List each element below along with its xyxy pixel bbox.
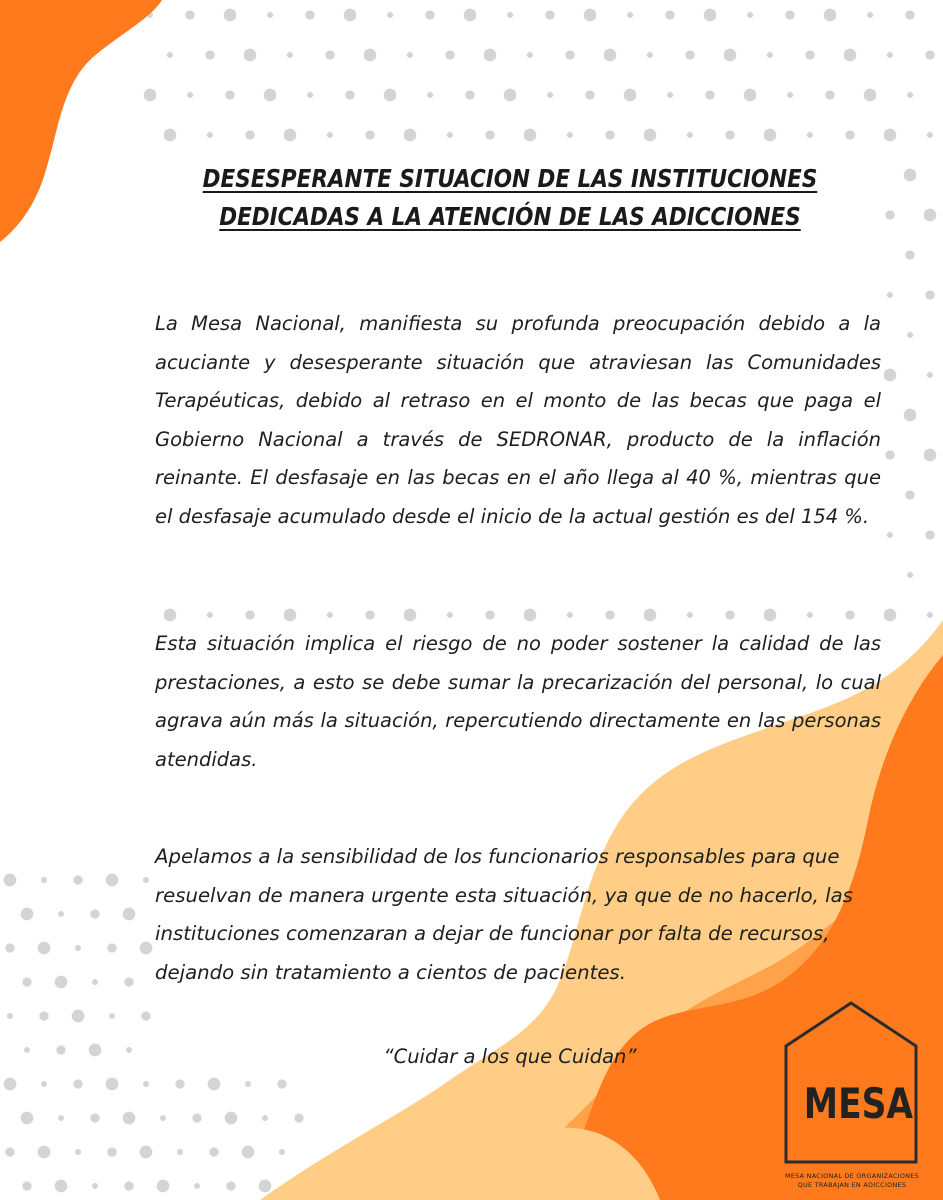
decorative-dot — [192, 1113, 201, 1122]
decorative-dot — [704, 9, 717, 22]
decorative-dot — [90, 1113, 99, 1122]
decorative-dot — [764, 609, 777, 622]
decorative-dot — [157, 1180, 170, 1193]
decorative-dot — [665, 10, 674, 19]
decorative-dot — [927, 612, 933, 618]
decorative-dot — [744, 89, 757, 102]
decorative-dot — [177, 1149, 183, 1155]
decorative-dot — [90, 909, 99, 918]
decorative-dot — [164, 609, 177, 622]
decorative-dot — [22, 977, 31, 986]
decorative-dot — [705, 90, 714, 99]
decorative-dot — [864, 89, 877, 102]
decorative-dot — [244, 49, 257, 62]
decorative-dot — [604, 49, 617, 62]
decorative-dot — [884, 609, 897, 622]
decorative-dot — [124, 1181, 133, 1190]
logo-subtitle-line-1: MESA NACIONAL DE ORGANIZACIONES — [785, 1172, 919, 1180]
decorative-dot — [187, 92, 193, 98]
decorative-dot — [41, 877, 47, 883]
decorative-dot — [307, 92, 313, 98]
decorative-dot — [107, 1147, 116, 1156]
decorative-dot — [344, 9, 357, 22]
decorative-dot — [144, 89, 157, 102]
decorative-dot — [277, 1079, 286, 1088]
decorative-dot — [123, 1112, 136, 1125]
decorative-dot — [208, 1078, 221, 1091]
decorative-dot — [245, 610, 254, 619]
decorative-dot — [384, 89, 397, 102]
decorative-dot — [807, 612, 813, 618]
decorative-dot — [885, 210, 894, 219]
decorative-dot — [160, 1115, 166, 1121]
decorative-dot — [605, 610, 614, 619]
decorative-dot — [175, 1079, 184, 1088]
decorative-dot — [905, 250, 914, 259]
decorative-dot — [504, 89, 517, 102]
decorative-dot — [22, 1181, 31, 1190]
decorative-dot — [75, 1149, 81, 1155]
decorative-dot — [284, 129, 297, 142]
decorative-dot — [904, 169, 917, 182]
decorative-dot — [225, 1112, 238, 1125]
decorative-dot — [844, 49, 857, 62]
decorative-dot — [507, 12, 513, 18]
decorative-dot — [5, 1147, 14, 1156]
decorative-dot — [140, 942, 153, 955]
closing-quote: “Cuidar a los que Cuidan” — [383, 1045, 637, 1068]
decorative-dot — [747, 12, 753, 18]
decorative-dot — [667, 92, 673, 98]
decorative-dot — [259, 1180, 272, 1193]
logo-wordmark: MESA — [803, 1079, 914, 1128]
decorative-dot — [126, 1047, 132, 1053]
decorative-dot — [242, 1146, 255, 1159]
decorative-dot — [56, 1045, 65, 1054]
decorative-dot — [725, 610, 734, 619]
decorative-dot — [605, 130, 614, 139]
decorative-dot — [567, 612, 573, 618]
decorative-dot — [364, 49, 377, 62]
decorative-dot — [465, 90, 474, 99]
decorative-dot — [925, 50, 934, 59]
decorative-dot — [39, 1011, 48, 1020]
decorative-dot — [627, 12, 633, 18]
decorative-dot — [407, 52, 413, 58]
decorative-dot — [327, 132, 333, 138]
decorative-dot — [41, 1081, 47, 1087]
decorative-dot — [245, 1081, 251, 1087]
logo-subtitle-line-2: QUE TRABAJAN EN ADICCIONES — [797, 1181, 907, 1189]
decorative-dot — [845, 610, 854, 619]
decorative-dot — [185, 10, 194, 19]
decorative-dot — [524, 129, 537, 142]
decorative-dot — [164, 129, 177, 142]
decorative-dot — [167, 52, 173, 58]
decorative-dot — [4, 874, 17, 887]
orange-blob-top-left — [0, 0, 162, 242]
decorative-dot — [884, 129, 897, 142]
decorative-dot — [24, 1047, 30, 1053]
decorative-dot — [224, 9, 237, 22]
decorative-dot — [284, 609, 297, 622]
decorative-dot — [447, 612, 453, 618]
decorative-dot — [141, 1011, 150, 1020]
decorative-dot — [427, 92, 433, 98]
decorative-dot — [845, 130, 854, 139]
decorative-dot — [92, 979, 98, 985]
decorative-dot — [485, 130, 494, 139]
decorative-dot — [825, 90, 834, 99]
decorative-dot — [647, 52, 653, 58]
paragraph-1: La Mesa Nacional, manifiesta su profunda preocupación debido a la acuciante y desesperante situación que atraviesan las Comunidades Terapéuticas, debido al retraso en el monto de las becas que paga el Gobierno Nacional a través de SEDRONAR, producto de la inflación reinante. El desfasaje en las becas en el año llega al 40 %, mientras que el desfasaje acumulado desde el inicio de la actual gestión es del 154 %. — [155, 312, 881, 528]
decorative-dot — [445, 50, 454, 59]
decorative-dot — [887, 532, 893, 538]
decorative-dot — [805, 50, 814, 59]
decorative-dot — [907, 572, 913, 578]
decorative-dot — [327, 612, 333, 618]
decorative-dot — [905, 10, 914, 19]
decorative-dot — [567, 132, 573, 138]
decorative-dot — [484, 49, 497, 62]
decorative-dot — [685, 50, 694, 59]
decorative-dot — [447, 132, 453, 138]
decorative-dot — [58, 911, 64, 917]
decorative-dot — [7, 1013, 13, 1019]
decorative-dot — [787, 92, 793, 98]
decorative-dot — [404, 129, 417, 142]
decorative-dot — [267, 12, 273, 18]
decorative-dot — [75, 945, 81, 951]
decorative-dot — [305, 10, 314, 19]
decorative-dot — [485, 610, 494, 619]
decorative-dot — [205, 50, 214, 59]
decorative-dot — [807, 132, 813, 138]
decorative-dot — [194, 1183, 200, 1189]
decorative-dot — [867, 12, 873, 18]
logo-subtitle — [762, 1172, 942, 1190]
decorative-dot — [73, 1079, 82, 1088]
decorative-dot — [89, 1044, 102, 1057]
decorative-dot — [226, 1181, 235, 1190]
decorative-dot — [387, 12, 393, 18]
title-line-2: DEDICADAS A LA ATENCIÓN DE LAS ADICCIONES — [219, 202, 801, 231]
decorative-dot — [207, 612, 213, 618]
decorative-dot — [565, 50, 574, 59]
decorative-dot — [38, 942, 51, 955]
decorative-dot — [785, 10, 794, 19]
decorative-dot — [21, 908, 34, 921]
decorative-dot — [524, 609, 537, 622]
decorative-dot — [527, 52, 533, 58]
decorative-dot — [884, 369, 897, 382]
decorative-dot — [687, 612, 693, 618]
decorative-dot — [92, 1183, 98, 1189]
decorative-dot — [73, 875, 82, 884]
decorative-dot — [143, 877, 149, 883]
decorative-dot — [885, 450, 894, 459]
decorative-dot — [904, 409, 917, 422]
decorative-dot — [547, 92, 553, 98]
decorative-dot — [58, 1115, 64, 1121]
paragraph-2: Esta situación implica el riesgo de no poder sostener la calidad de las prestaciones, a esto se debe sumar la precarización del personal, lo cual agrava aún más la situación, repercutiendo directamente en las personas atendidas. — [155, 632, 881, 771]
decorative-dot — [365, 610, 374, 619]
decorative-dot — [927, 132, 933, 138]
decorative-dot — [106, 874, 119, 887]
decorative-dot — [585, 90, 594, 99]
decorative-dot — [724, 49, 737, 62]
decorative-dot — [345, 90, 354, 99]
decorative-dot — [907, 92, 913, 98]
page-title — [175, 160, 846, 236]
decorative-dot — [824, 9, 837, 22]
decorative-dot — [925, 290, 934, 299]
decorative-dot — [38, 1146, 51, 1159]
decorative-dot — [4, 1078, 17, 1091]
decorative-dot — [907, 332, 913, 338]
decorative-dot — [404, 609, 417, 622]
decorative-dot — [140, 1146, 153, 1159]
decorative-dot — [927, 372, 933, 378]
decorative-dot — [887, 52, 893, 58]
decorative-dot — [123, 908, 136, 921]
decorative-dot — [245, 130, 254, 139]
decorative-dot — [55, 1180, 68, 1193]
decorative-dot — [124, 977, 133, 986]
decorative-dot — [644, 609, 657, 622]
paragraph-3: Apelamos a la sensibilidad de los funcionarios responsables para que resuelvan de manera urgente esta situación, ya que de no hacerlo, las instituciones comenzaran a dejar de funcionar por falta de recursos, dejando sin tratamiento a cientos de pacientes. — [155, 845, 853, 984]
decorative-dot — [924, 209, 937, 222]
decorative-dot — [5, 943, 14, 952]
decorative-dot — [55, 976, 68, 989]
decorative-dot — [325, 50, 334, 59]
title-line-1: DESESPERANTE SITUACION DE LAS INSTITUCIONES — [202, 164, 818, 193]
decorative-dot — [209, 1147, 218, 1156]
decorative-dot — [584, 9, 597, 22]
decorative-dot — [207, 132, 213, 138]
decorative-dot — [109, 1013, 115, 1019]
decorative-dot — [425, 10, 434, 19]
decorative-dot — [262, 1115, 268, 1121]
decorative-dot — [545, 10, 554, 19]
decorative-dot — [294, 1113, 303, 1122]
decorative-dot — [725, 130, 734, 139]
decorative-dot — [225, 90, 234, 99]
decorative-dot — [21, 1112, 34, 1125]
decorative-dot — [925, 530, 934, 539]
decorative-dot — [764, 129, 777, 142]
decorative-dot — [905, 490, 914, 499]
decorative-dot — [767, 52, 773, 58]
decorative-dot — [644, 129, 657, 142]
decorative-dot — [264, 89, 277, 102]
decorative-dot — [72, 1010, 85, 1023]
decorative-dot — [107, 943, 116, 952]
decorative-dot — [143, 1081, 149, 1087]
decorative-dot — [287, 52, 293, 58]
decorative-dot — [279, 1149, 285, 1155]
decorative-dot — [687, 132, 693, 138]
decorative-dot — [887, 292, 893, 298]
decorative-dot — [464, 9, 477, 22]
decorative-dot — [106, 1078, 119, 1091]
decorative-dot — [365, 130, 374, 139]
decorative-dot — [624, 89, 637, 102]
decorative-dot — [924, 449, 937, 462]
